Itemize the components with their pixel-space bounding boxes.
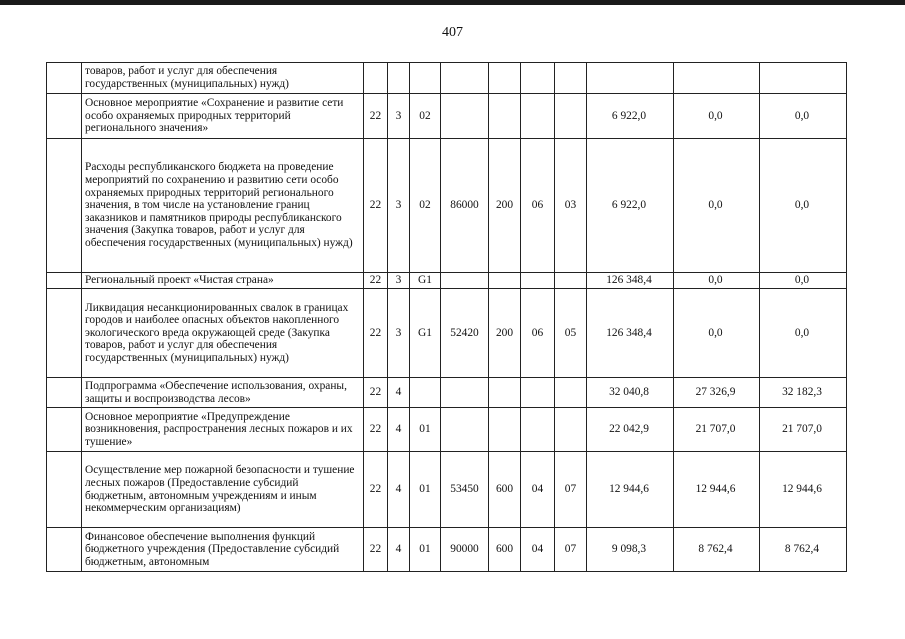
index-cell [47,528,82,572]
code-subsection-cell [555,378,587,408]
code-event-cell [410,378,441,408]
index-cell [47,289,82,378]
code-gp-cell: 22 [364,408,388,452]
code-gp-cell [364,63,388,94]
code-section-cell [521,408,555,452]
name-cell: Основное мероприятие «Сохранение и развитие сети особо охраняемых природных территорий регионального значения» [82,94,364,139]
sum-year2-cell: 0,0 [674,94,760,139]
sum-year1-cell: 126 348,4 [587,273,674,289]
code-expense-type-cell [489,273,521,289]
sum-year2-cell: 0,0 [674,289,760,378]
code-expense-type-cell [489,94,521,139]
code-gp-cell: 22 [364,94,388,139]
code-event-cell: 01 [410,408,441,452]
table-row [47,378,847,408]
table-row [47,94,847,139]
code-direction-cell [441,408,489,452]
table-body [47,63,847,572]
sum-year2-cell: 8 762,4 [674,528,760,572]
code-section-cell [521,273,555,289]
code-event-cell [410,63,441,94]
name-cell: Ликвидация несанкционированных свалок в границах городов и наиболее опасных объектов накопленного экологического вреда окружающей среде (Закупка товаров, работ и услуг для обеспечения государственных (муниципальных) нужд) [82,289,364,378]
name-cell: Осуществление мер пожарной безопасности и тушение лесных пожаров (Предоставление субсидий бюджетным, автономным учреждениям и иным некоммерческим организациям) [82,452,364,528]
name-cell: Финансовое обеспечение выполнения функций бюджетного учреждения (Предоставление субсидий бюджетным, автономным [82,528,364,572]
code-event-cell: 02 [410,94,441,139]
sum-year3-cell: 0,0 [760,94,847,139]
code-expense-type-cell: 200 [489,139,521,273]
index-cell [47,408,82,452]
code-subprogram-cell: 3 [388,139,410,273]
code-expense-type-cell: 600 [489,452,521,528]
code-subsection-cell [555,408,587,452]
sum-year2-cell: 0,0 [674,273,760,289]
sum-year2-cell: 12 944,6 [674,452,760,528]
sum-year1-cell: 126 348,4 [587,289,674,378]
code-section-cell [521,94,555,139]
sum-year1-cell: 6 922,0 [587,139,674,273]
sum-year3-cell: 0,0 [760,139,847,273]
code-direction-cell: 86000 [441,139,489,273]
index-cell [47,378,82,408]
code-event-cell: G1 [410,289,441,378]
code-subprogram-cell: 4 [388,408,410,452]
code-expense-type-cell [489,63,521,94]
sum-year3-cell: 0,0 [760,289,847,378]
code-subprogram-cell: 4 [388,528,410,572]
sum-year3-cell: 12 944,6 [760,452,847,528]
code-expense-type-cell: 200 [489,289,521,378]
table-row [47,273,847,289]
sum-year2-cell: 27 326,9 [674,378,760,408]
code-section-cell: 06 [521,139,555,273]
code-subprogram-cell: 3 [388,273,410,289]
code-gp-cell: 22 [364,378,388,408]
index-cell [47,139,82,273]
sum-year3-cell: 8 762,4 [760,528,847,572]
code-direction-cell: 52420 [441,289,489,378]
code-subsection-cell: 03 [555,139,587,273]
sum-year3-cell: 21 707,0 [760,408,847,452]
table-row [47,408,847,452]
code-section-cell: 04 [521,452,555,528]
sum-year1-cell: 32 040,8 [587,378,674,408]
code-subprogram-cell: 4 [388,452,410,528]
page-number: 407 [442,25,463,40]
sum-year2-cell [674,63,760,94]
sum-year1-cell [587,63,674,94]
code-event-cell: 01 [410,528,441,572]
table-row [47,452,847,528]
code-gp-cell: 22 [364,289,388,378]
sum-year2-cell: 21 707,0 [674,408,760,452]
code-direction-cell: 53450 [441,452,489,528]
code-expense-type-cell [489,378,521,408]
code-direction-cell [441,63,489,94]
code-expense-type-cell [489,408,521,452]
budget-table [46,62,847,572]
code-section-cell [521,378,555,408]
code-direction-cell [441,273,489,289]
code-subsection-cell: 07 [555,452,587,528]
code-event-cell: 02 [410,139,441,273]
sum-year3-cell [760,63,847,94]
index-cell [47,63,82,94]
code-gp-cell: 22 [364,273,388,289]
code-section-cell: 04 [521,528,555,572]
sum-year1-cell: 12 944,6 [587,452,674,528]
code-gp-cell: 22 [364,452,388,528]
code-expense-type-cell: 600 [489,528,521,572]
sum-year1-cell: 6 922,0 [587,94,674,139]
code-section-cell [521,63,555,94]
sum-year1-cell: 9 098,3 [587,528,674,572]
table-row [47,528,847,572]
code-direction-cell [441,94,489,139]
code-subsection-cell: 05 [555,289,587,378]
code-subsection-cell [555,63,587,94]
name-cell: Основное мероприятие «Предупреждение возникновения, распространения лесных пожаров и их тушение» [82,408,364,452]
code-subprogram-cell: 3 [388,94,410,139]
table-row [47,63,847,94]
index-cell [47,452,82,528]
name-cell: товаров, работ и услуг для обеспечения государственных (муниципальных) нужд) [82,63,364,94]
sum-year1-cell: 22 042,9 [587,408,674,452]
code-direction-cell [441,378,489,408]
code-subprogram-cell: 3 [388,289,410,378]
code-event-cell: 01 [410,452,441,528]
code-direction-cell: 90000 [441,528,489,572]
code-subsection-cell: 07 [555,528,587,572]
page-top-rule [0,0,905,5]
name-cell: Региональный проект «Чистая страна» [82,273,364,289]
code-gp-cell: 22 [364,528,388,572]
code-event-cell: G1 [410,273,441,289]
sum-year2-cell: 0,0 [674,139,760,273]
index-cell [47,94,82,139]
name-cell: Расходы республиканского бюджета на проведение мероприятий по сохранению и развитию сети особо охраняемых природных территорий регионального значения, в том числе на установление границ заказников и памятников природы республиканского значения (Закупка товаров, работ и услуг для обеспечения государственных (муниципальных) нужд) [82,139,364,273]
name-cell: Подпрограмма «Обеспечение использования, охраны, защиты и воспроизводства лесов» [82,378,364,408]
index-cell [47,273,82,289]
table-row [47,289,847,378]
code-subprogram-cell [388,63,410,94]
table-row [47,139,847,273]
sum-year3-cell: 0,0 [760,273,847,289]
code-gp-cell: 22 [364,139,388,273]
sum-year3-cell: 32 182,3 [760,378,847,408]
code-subsection-cell [555,273,587,289]
code-subprogram-cell: 4 [388,378,410,408]
code-subsection-cell [555,94,587,139]
code-section-cell: 06 [521,289,555,378]
